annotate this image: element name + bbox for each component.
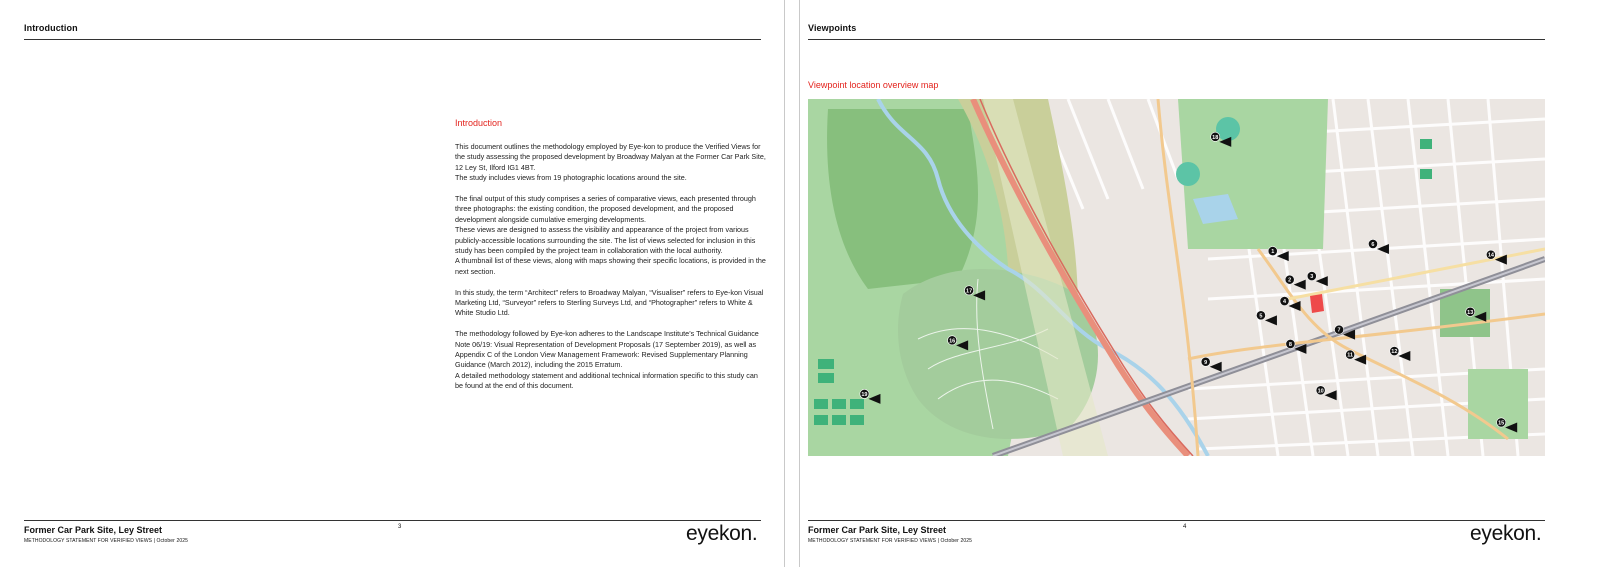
map-svg <box>808 99 1545 456</box>
header-rule <box>24 39 761 40</box>
intro-paragraph: This document outlines the methodology employed by Eye-kon to produce the Verified Views for the study assessing the proposed development by Broadway Malyan at the Former Car Park Site, 12 Ley St, Ilford IG1 4BT. The study includes views from 19 photographic locations around the site. <box>455 142 766 183</box>
viewpoint-label: 15 <box>1498 420 1505 427</box>
header-title: Introduction <box>24 23 78 33</box>
viewpoint-label: 17 <box>966 288 973 295</box>
viewpoint-label: 13 <box>1467 309 1474 316</box>
development-site <box>1310 294 1324 313</box>
eyekon-logo: eyekon. <box>686 522 758 545</box>
footer-site-title: Former Car Park Site, Ley Street <box>24 525 163 535</box>
viewpoint-label: 3 <box>1310 274 1314 281</box>
viewpoint-label: 6 <box>1371 241 1375 248</box>
intro-paragraph: The methodology followed by Eye-kon adheres to the Landscape Institute’s Technical Guidance Note 06/19: Visual Representation of Development Proposals (17 September 2019), as well as Appendix C of the London View Management Framework: Revised Supplementary Planning Guidance (March 2012), including the 2015 Erratum. A detailed methodology statement and additional technical information specific to this study can be found at the end of this document. <box>455 329 759 391</box>
viewpoint-label: 1 <box>1271 249 1275 256</box>
park-area-southeast <box>1468 369 1528 439</box>
park-area-north <box>1178 99 1328 249</box>
viewpoint-label: 8 <box>1288 341 1292 348</box>
viewpoint-map[interactable] <box>808 99 1545 456</box>
viewpoint-label: 12 <box>1391 349 1398 356</box>
spread-divider <box>784 0 800 567</box>
footer-rule <box>24 520 761 521</box>
viewpoint-label: 16 <box>949 338 956 345</box>
viewpoint-label: 18 <box>1212 134 1219 141</box>
page-number: 4 <box>1183 524 1187 530</box>
viewpoint-label: 10 <box>1317 388 1324 395</box>
eyekon-logo: eyekon. <box>1470 522 1542 545</box>
intro-paragraph: The final output of this study comprises a series of comparative views, each presented through three photographs: the existing condition, the proposed development, and the proposed development alongside cumulative emerging developments. These views are designed to assess the visibility and appearance of the project from various publicly-accessible locations surrounding the site. The list of views selected for inclusion in this study has been compiled by the project team in collaboration with the local authority. A thumbnail list of these views, along with maps showing their specific locations, is provided in the next section. <box>455 194 766 276</box>
footer-site-title: Former Car Park Site, Ley Street <box>808 525 947 535</box>
viewpoint-label: 4 <box>1282 299 1287 306</box>
lake <box>1176 162 1200 186</box>
map-caption: Viewpoint location overview map <box>808 80 939 90</box>
viewpoint-label: 2 <box>1288 277 1292 284</box>
footer-subtitle: METHODOLOGY STATEMENT FOR VERIFIED VIEWS | October 2025 <box>24 538 188 544</box>
footer-subtitle: METHODOLOGY STATEMENT FOR VERIFIED VIEWS | October 2025 <box>808 538 972 544</box>
section-heading: Introduction <box>455 118 503 128</box>
footer-rule <box>808 520 1545 521</box>
viewpoint-label: 14 <box>1487 252 1494 259</box>
viewpoint-label: 5 <box>1259 313 1263 320</box>
viewpoint-label: 11 <box>1347 352 1354 359</box>
viewpoint-label: 7 <box>1337 327 1341 334</box>
viewpoint-label: 9 <box>1204 359 1208 366</box>
page-number: 3 <box>398 524 402 530</box>
header-rule <box>808 39 1545 40</box>
header-title: Viewpoints <box>808 23 857 33</box>
page-viewpoints <box>800 0 1584 567</box>
intro-paragraph: In this study, the term “Architect” refers to Broadway Malyan, “Visualiser” refers to Eye-kon Visual Marketing Ltd, “Surveyor” refers to Sterling Surveys Ltd, and “Photographer” refers to White & White Studio Ltd. <box>455 287 764 318</box>
intro-body <box>455 142 767 402</box>
viewpoint-label: 19 <box>861 391 868 398</box>
page-introduction <box>0 0 784 567</box>
